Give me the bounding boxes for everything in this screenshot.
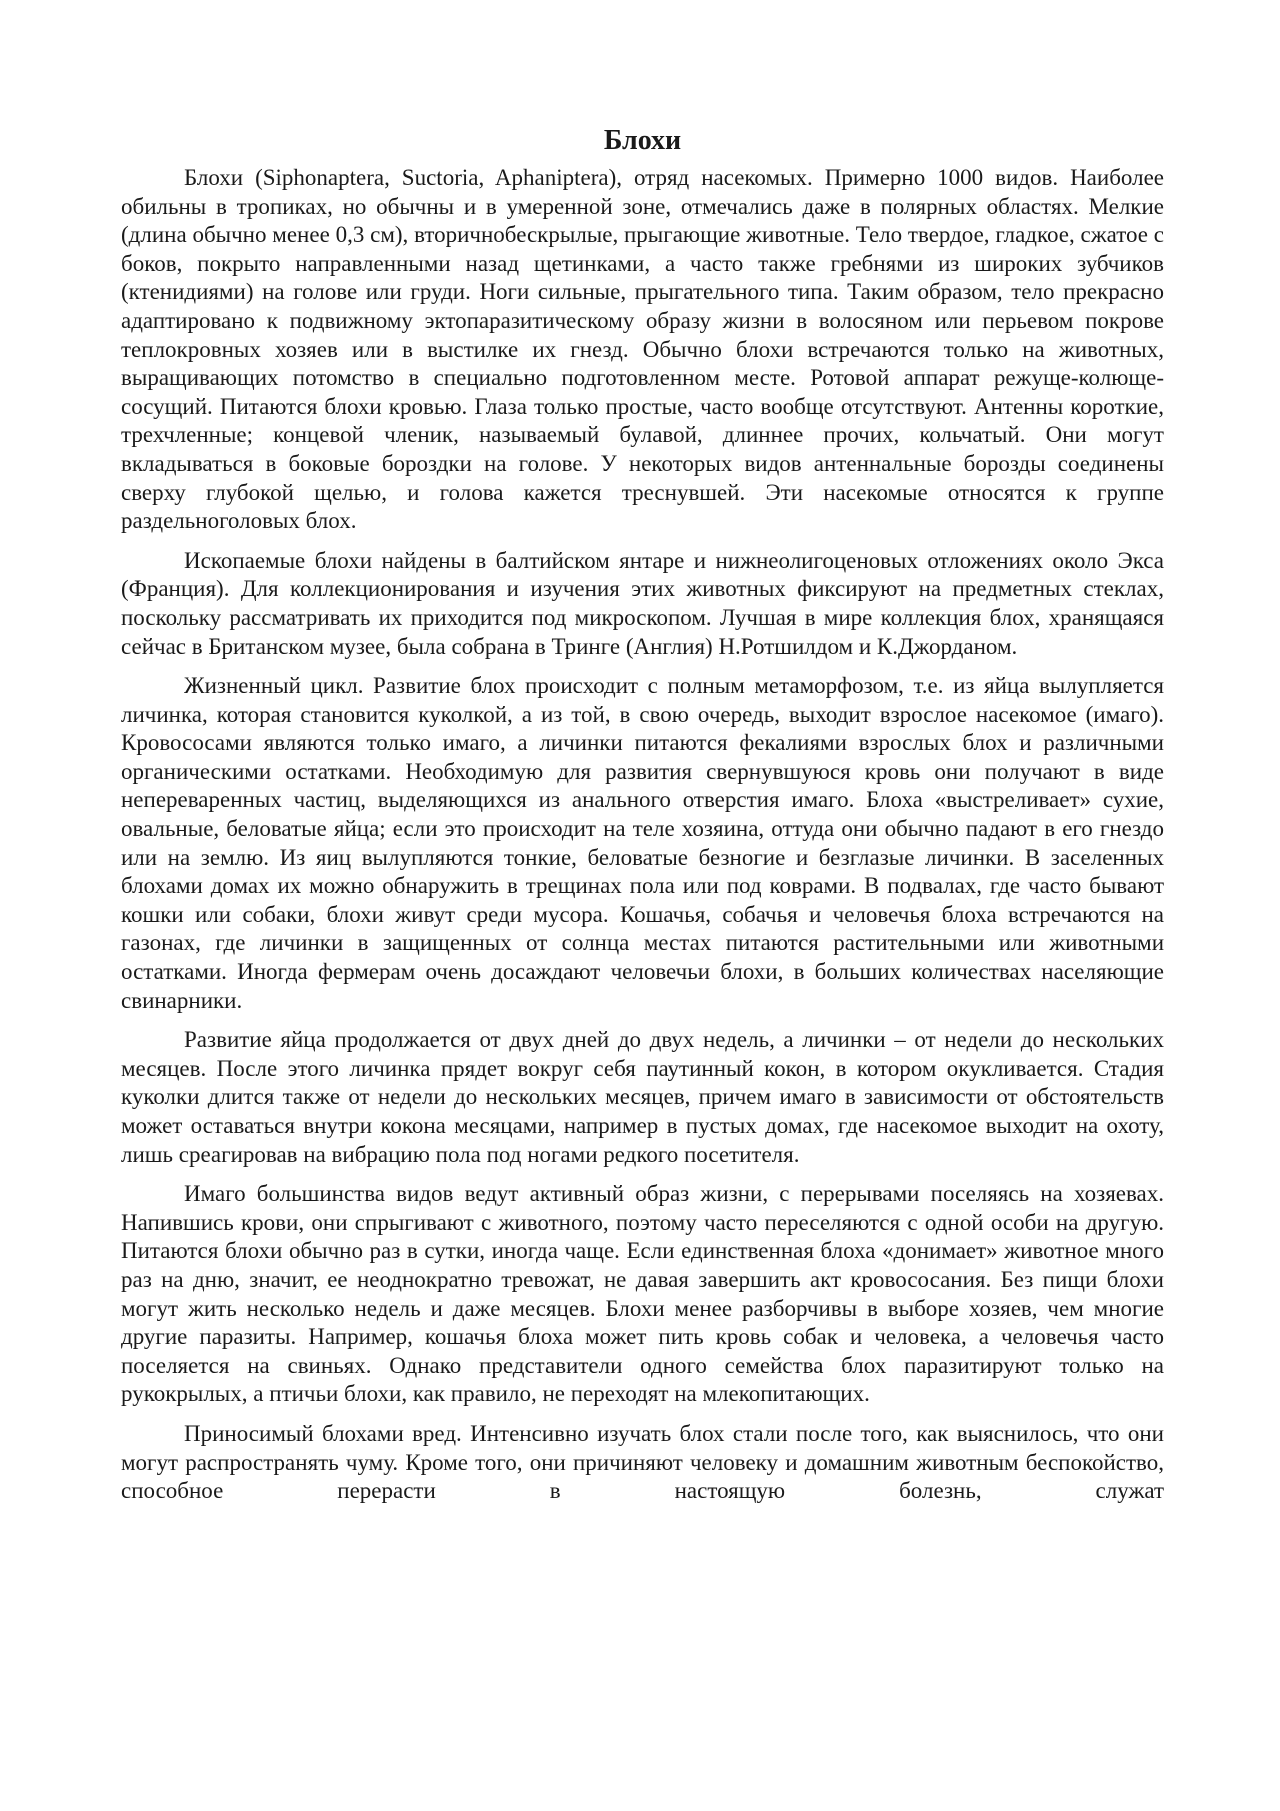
paragraph-fossils: Ископаемые блохи найдены в балтийском янтаре и нижнеолигоценовых отложениях около Экса (Франция). Для коллекционирования и изучения этих животных фиксируют на предметных стеклах, поскольку рассматривать их приходится под микроскопом. Лучшая в мире коллекция блох, хранящаяся сейчас в Британском музее, была собрана в Тринге (Англия) Н.Ротшилдом и К.Джорданом. — [121, 547, 1164, 659]
document-title: Блохи — [603, 125, 682, 156]
paragraph-intro: Блохи (Siphonaptera, Suctoria, Aphaniptera), отряд насекомых. Примерно 1000 видов. Наиболее обильны в тропиках, но обычны и в умеренной зоне, отмечались даже в полярных областях. Мелкие (длина обычно менее 0,3 см), вторичнобескрылые, прыгающие животные. Тело твердое, гладкое, сжатое с боков, покрыто направленными назад щетинками, а часто также гребнями из широких зубчиков (ктенидиями) на голове или груди. Ноги сильные, прыгательного типа. Таким образом, тело прекрасно адаптировано к подвижному эктопаразитическому образу жизни в волосяном или перьевом покрове теплокровных хозяев или в выстилке их гнезд. Обычно блохи встречаются только на животных, выращивающих потомство в специально подготовленном месте. Ротовой аппарат режуще-колюще-сосущий. Питаются блохи кровью. Глаза только простые, часто вообще отсутствуют. Антенны короткие, трехчленные; концевой членик, называемый булавой, длиннее прочих, кольчатый. Они могут вкладываться в боковые бороздки на голове. У некоторых видов антеннальные борозды соединены сверху глубокой щелью, и голова кажется треснувшей. Эти насекомые относятся к группе раздельноголовых блох. — [121, 165, 1164, 534]
paragraph-development: Развитие яйца продолжается от двух дней до двух недель, а личинки – от недели до нескольких месяцев. После этого личинка прядет вокруг себя паутинный кокон, в котором окукливается. Стадия куколки длится также от недели до нескольких месяцев, причем имаго в зависимости от обстоятельств может оставаться внутри кокона месяцами, например в пустых домах, где насекомое выходит на охоту, лишь среагировав на вибрацию пола под ногами редкого посетителя. — [121, 1027, 1164, 1167]
paragraph-life-cycle: Жизненный цикл. Развитие блох происходит с полным метаморфозом, т.е. из яйца вылупляется личинка, которая становится куколкой, а из той, в свою очередь, выходит взрослое насекомое (имаго). Кровососами являются только имаго, а личинки питаются фекалиями взрослых блох и различными органическими остатками. Необходимую для развития свернувшуюся кровь они получают в виде непереваренных частиц, выделяющихся из анального отверстия имаго. Блоха «выстреливает» сухие, овальные, беловатые яйца; если это происходит на теле хозяина, оттуда они обычно падают в его гнездо или на землю. Из яиц вылупляются тонкие, беловатые безногие и безглазые личинки. В заселенных блохами домах их можно обнаружить в трещинах пола или под коврами. В подвалах, где часто бывают кошки или собаки, блохи живут среди мусора. Кошачья, собачья и человечья блоха встречаются на газонах, где личинки в защищенных от солнца местах питаются растительными или животными остатками. Иногда фермерам очень досаждают человечьи блохи, в больших количествах населяющие свинарники. — [121, 673, 1164, 1013]
paragraph-harm: Приносимый блохами вред. Интенсивно изучать блох стали после того, как выяснилось, что они могут распространять чуму. Кроме того, они причиняют человеку и домашним животным беспокойство, способное перерасти в настоящую болезнь, служат — [121, 1420, 1164, 1504]
paragraph-imago-behavior: Имаго большинства видов ведут активный образ жизни, с перерывами поселяясь на хозяевах. Напившись крови, они спрыгивают с животного, поэтому часто переселяются с одной особи на другую. Питаются блохи обычно раз в сутки, иногда чаще. Если единственная блоха «донимает» животное много раз на дню, значит, ее неоднократно тревожат, не давая завершить акт кровососания. Без пищи блохи могут жить несколько недель и даже месяцев. Блохи менее разборчивы в выборе хозяев, чем многие другие паразиты. Например, кошачья блоха может пить кровь собак и человека, а человечья часто поселяется на свиньях. Однако представители одного семейства блох паразитируют только на рукокрылых, а птичьи блохи, как правило, не переходят на млекопитающих. — [121, 1181, 1164, 1407]
document-body — [121, 124, 1164, 1517]
